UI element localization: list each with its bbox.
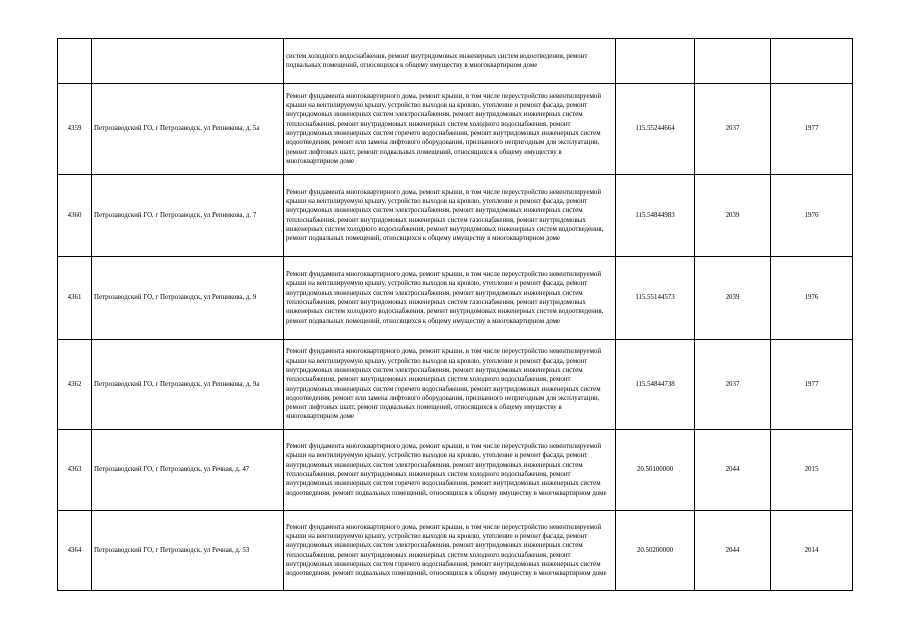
row-address	[92, 39, 284, 84]
row-address: Петрозаводский ГО, г Петрозаводск, ул Речная, д. 53	[92, 511, 284, 591]
row-address: Петрозаводский ГО, г Петрозаводск, ул Репникова, д. 9а	[92, 340, 284, 430]
row-cost: 115.55244664	[616, 84, 695, 175]
row-works: Ремонт фундамента многоквартирного дома, ремонт крыши, в том числе переустройство невентилируемой крыши на вентилируемую крышу, устройство выходов на кровлю, утепление и ремонт фасада, ремонт внутридомовых инженерных систем электроснабжения, ремонт внутридомовых инженерных систем теплоснабжения, ремонт внутридомовых инженерных систем холодного водоснабжения, ремонт внутридомовых инженерных систем горячего водоснабжения, ремонт внутридомовых инженерных систем водоотведения, ремонт подвальных помещений, относящихся к общему имуществу в многоквартирном доме	[284, 511, 616, 591]
row-number: 4359	[58, 84, 92, 175]
row-plan-year: 2044	[695, 511, 771, 591]
row-number	[58, 39, 92, 84]
row-number: 4364	[58, 511, 92, 591]
row-plan-year: 2044	[695, 430, 771, 511]
row-cost: 20.50100000	[616, 430, 695, 511]
table-row	[58, 511, 853, 591]
row-works: Ремонт фундамента многоквартирного дома, ремонт крыши, в том числе переустройство невентилируемой крыши на вентилируемую крышу, устройство выходов на кровлю, утепление и ремонт фасада, ремонт внутридомовых инженерных систем электроснабжения, ремонт внутридомовых инженерных систем теплоснабжения, ремонт внутридомовых инженерных систем газоснабжения, ремонт внутридомовых инженерных систем холодного водоснабжения, ремонт внутридомовых инженерных систем водоотведения, ремонт подвальных помещений, относящихся к общему имуществу в многоквартирном доме	[284, 257, 616, 340]
row-works: Ремонт фундамента многоквартирного дома, ремонт крыши, в том числе переустройство невентилируемой крыши на вентилируемую крышу, устройство выходов на кровлю, утепление и ремонт фасада, ремонт внутридомовых инженерных систем электроснабжения, ремонт внутридомовых инженерных систем теплоснабжения, ремонт внутридомовых инженерных систем холодного водоснабжения, ремонт внутридомовых инженерных систем горячего водоснабжения, ремонт внутридомовых инженерных систем водоотведения, ремонт или замена лифтового оборудования, признанного непригодным для эксплуатации, ремонт лифтовых шахт, ремонт подвальных помещений, относящихся к общему имуществу в многоквартирном доме	[284, 84, 616, 175]
row-built-year: 1976	[771, 175, 853, 257]
row-cost: 115.55144573	[616, 257, 695, 340]
row-cost	[616, 39, 695, 84]
row-works: систем холодного водоснабжения, ремонт внутридомовых инженерных систем водоотведения, ремонт подвальных помещений, относящихся к общему имуществу в многоквартирном доме	[284, 39, 616, 84]
row-address: Петрозаводский ГО, г Петрозаводск, ул Репникова, д. 7	[92, 175, 284, 257]
row-cost: 20.50200000	[616, 511, 695, 591]
row-plan-year: 2039	[695, 257, 771, 340]
row-plan-year: 2037	[695, 340, 771, 430]
table-row	[58, 430, 853, 511]
row-works: Ремонт фундамента многоквартирного дома, ремонт крыши, в том числе переустройство невентилируемой крыши на вентилируемую крышу, устройство выходов на кровлю, утепление и ремонт фасада, ремонт внутридомовых инженерных систем электроснабжения, ремонт внутридомовых инженерных систем теплоснабжения, ремонт внутридомовых инженерных систем газоснабжения, ремонт внутридомовых инженерных систем холодного водоснабжения, ремонт внутридомовых инженерных систем водоотведения, ремонт подвальных помещений, относящихся к общему имуществу в многоквартирном доме	[284, 175, 616, 257]
row-number: 4361	[58, 257, 92, 340]
row-address: Петрозаводский ГО, г Петрозаводск, ул Речная, д. 47	[92, 430, 284, 511]
table-row	[58, 257, 853, 340]
table-row	[58, 84, 853, 175]
table-row	[58, 175, 853, 257]
row-cost: 115.54844738	[616, 340, 695, 430]
row-number: 4362	[58, 340, 92, 430]
row-built-year: 2015	[771, 430, 853, 511]
row-number: 4360	[58, 175, 92, 257]
row-built-year: 1976	[771, 257, 853, 340]
row-number: 4363	[58, 430, 92, 511]
row-built-year	[771, 39, 853, 84]
row-plan-year	[695, 39, 771, 84]
row-built-year: 2014	[771, 511, 853, 591]
row-plan-year: 2037	[695, 84, 771, 175]
row-built-year: 1977	[771, 340, 853, 430]
row-plan-year: 2039	[695, 175, 771, 257]
row-address: Петрозаводский ГО, г Петрозаводск, ул Репникова, д. 9	[92, 257, 284, 340]
table-row	[58, 39, 853, 84]
row-works: Ремонт фундамента многоквартирного дома, ремонт крыши, в том числе переустройство невентилируемой крыши на вентилируемую крышу, устройство выходов на кровлю, утепление и ремонт фасада, ремонт внутридомовых инженерных систем электроснабжения, ремонт внутридомовых инженерных систем теплоснабжения, ремонт внутридомовых инженерных систем холодного водоснабжения, ремонт внутридомовых инженерных систем горячего водоснабжения, ремонт внутридомовых инженерных систем водоотведения, ремонт или замена лифтового оборудования, признанного непригодным для эксплуатации, ремонт лифтовых шахт, ремонт подвальных помещений, относящихся к общему имуществу в многоквартирном доме	[284, 340, 616, 430]
row-address: Петрозаводский ГО, г Петрозаводск, ул Репникова, д. 5а	[92, 84, 284, 175]
row-works: Ремонт фундамента многоквартирного дома, ремонт крыши, в том числе переустройство невентилируемой крыши на вентилируемую крышу, устройство выходов на кровлю, утепление и ремонт фасада, ремонт внутридомовых инженерных систем электроснабжения, ремонт внутридомовых инженерных систем теплоснабжения, ремонт внутридомовых инженерных систем холодного водоснабжения, ремонт внутридомовых инженерных систем горячего водоснабжения, ремонт внутридомовых инженерных систем водоотведения, ремонт подвальных помещений, относящихся к общему имуществу в многоквартирном доме	[284, 430, 616, 511]
row-built-year: 1977	[771, 84, 853, 175]
table-row	[58, 340, 853, 430]
capital-repair-table	[57, 38, 853, 591]
row-cost: 115.54844983	[616, 175, 695, 257]
